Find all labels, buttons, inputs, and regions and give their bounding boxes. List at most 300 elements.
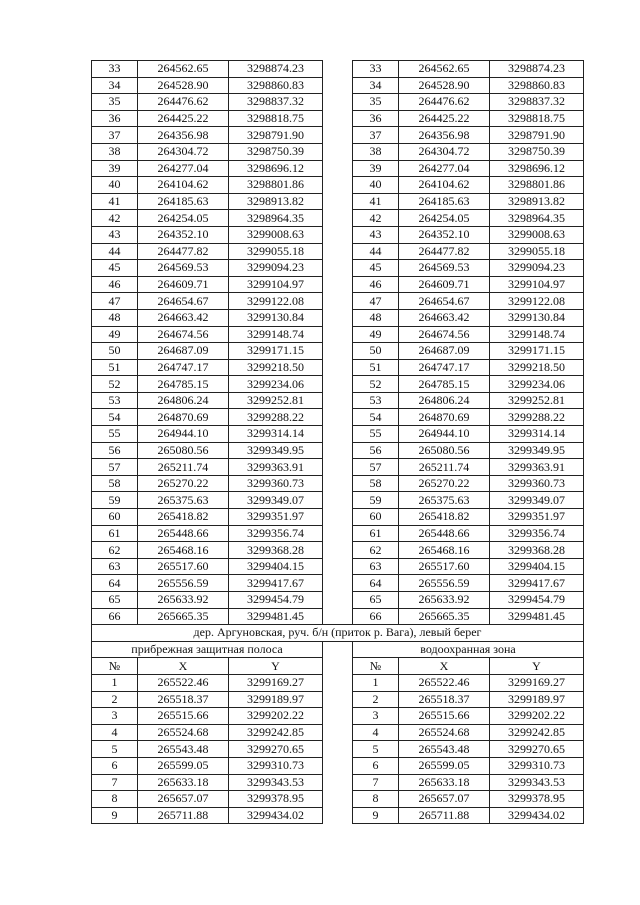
right-point-number: 34 (353, 77, 399, 94)
left-coord-y: 3299189.97 (229, 691, 323, 708)
right-coord-y: 3299343.53 (490, 774, 584, 791)
column-gap (323, 708, 353, 725)
left-coord-y: 3299094.23 (229, 260, 323, 277)
column-gap (323, 691, 353, 708)
right-point-number: 43 (353, 226, 399, 243)
left-coord-y: 3299351.97 (229, 509, 323, 526)
left-coord-x: 265633.92 (138, 592, 229, 609)
table-row (92, 575, 584, 592)
column-gap (323, 774, 353, 791)
right-coord-y: 3299404.15 (490, 558, 584, 575)
left-coord-x: 265633.18 (138, 774, 229, 791)
right-point-number: 1 (353, 674, 399, 691)
right-coord-x: 265517.60 (399, 558, 490, 575)
column-gap (323, 193, 353, 210)
right-point-number: 56 (353, 442, 399, 459)
left-coord-y: 3298750.39 (229, 143, 323, 160)
table-row (92, 459, 584, 476)
table-row (92, 293, 584, 310)
right-coord-x: 265633.92 (399, 592, 490, 609)
left-coord-y: 3299343.53 (229, 774, 323, 791)
right-coord-x: 264352.10 (399, 226, 490, 243)
column-gap (323, 243, 353, 260)
right-coord-y: 3299169.27 (490, 674, 584, 691)
column-gap (323, 177, 353, 194)
column-gap (323, 210, 353, 227)
column-gap (323, 807, 353, 824)
right-point-number: 60 (353, 509, 399, 526)
table-row (92, 492, 584, 509)
left-point-number: 56 (92, 442, 138, 459)
left-point-number: 3 (92, 708, 138, 725)
left-coord-y: 3299481.45 (229, 608, 323, 625)
coordinates-table (91, 60, 584, 824)
right-coord-y: 3299314.14 (490, 426, 584, 443)
right-coord-y: 3299122.08 (490, 293, 584, 310)
left-coord-x: 265468.16 (138, 542, 229, 559)
right-coord-x: 264609.71 (399, 276, 490, 293)
right-coord-y: 3299349.95 (490, 442, 584, 459)
left-point-number: 37 (92, 127, 138, 144)
left-coord-x: 264476.62 (138, 94, 229, 111)
left-coord-y: 3298874.23 (229, 61, 323, 78)
right-point-number: 6 (353, 757, 399, 774)
table-row (92, 724, 584, 741)
right-point-number: 3 (353, 708, 399, 725)
right-header-x: X (399, 658, 490, 675)
right-coord-x: 265270.22 (399, 475, 490, 492)
right-coord-x: 265711.88 (399, 807, 490, 824)
right-coord-y: 3299349.07 (490, 492, 584, 509)
column-gap (323, 791, 353, 808)
column-gap (323, 359, 353, 376)
left-coord-x: 265080.56 (138, 442, 229, 459)
left-coord-x: 264663.42 (138, 309, 229, 326)
right-point-number: 54 (353, 409, 399, 426)
right-coord-y: 3299189.97 (490, 691, 584, 708)
left-coord-y: 3299454.79 (229, 592, 323, 609)
table-row (92, 807, 584, 824)
left-point-number: 4 (92, 724, 138, 741)
column-gap (323, 741, 353, 758)
table-row (92, 774, 584, 791)
table-row (92, 376, 584, 393)
right-coord-x: 264562.65 (399, 61, 490, 78)
left-coord-x: 264277.04 (138, 160, 229, 177)
right-coord-y: 3299368.28 (490, 542, 584, 559)
right-point-number: 57 (353, 459, 399, 476)
right-coord-x: 264785.15 (399, 376, 490, 393)
table-row (92, 791, 584, 808)
table-row (92, 558, 584, 575)
table-row (92, 525, 584, 542)
right-zone-heading: водоохранная зона (353, 641, 584, 658)
table-row (92, 127, 584, 144)
right-point-number: 64 (353, 575, 399, 592)
right-point-number: 48 (353, 309, 399, 326)
right-coord-y: 3299360.73 (490, 475, 584, 492)
table-row (92, 160, 584, 177)
right-coord-y: 3299130.84 (490, 309, 584, 326)
right-coord-y: 3299252.81 (490, 392, 584, 409)
right-point-number: 66 (353, 608, 399, 625)
right-coord-y: 3299055.18 (490, 243, 584, 260)
right-point-number: 41 (353, 193, 399, 210)
column-gap (323, 658, 353, 675)
table-row (92, 326, 584, 343)
table-row (92, 708, 584, 725)
left-coord-x: 265665.35 (138, 608, 229, 625)
right-point-number: 4 (353, 724, 399, 741)
table-row (92, 509, 584, 526)
right-coord-y: 3299288.22 (490, 409, 584, 426)
right-coord-x: 265543.48 (399, 741, 490, 758)
left-point-number: 41 (92, 193, 138, 210)
right-point-number: 38 (353, 143, 399, 160)
right-coord-x: 265665.35 (399, 608, 490, 625)
right-coord-y: 3298696.12 (490, 160, 584, 177)
column-gap (323, 77, 353, 94)
left-coord-x: 265657.07 (138, 791, 229, 808)
left-coord-y: 3299252.81 (229, 392, 323, 409)
column-gap (323, 376, 353, 393)
right-coord-x: 264569.53 (399, 260, 490, 277)
left-coord-x: 265518.37 (138, 691, 229, 708)
right-point-number: 40 (353, 177, 399, 194)
right-coord-x: 265448.66 (399, 525, 490, 542)
left-coord-y: 3299363.91 (229, 459, 323, 476)
right-coord-x: 264806.24 (399, 392, 490, 409)
table-row (92, 409, 584, 426)
right-coord-x: 265633.18 (399, 774, 490, 791)
column-headers-row (92, 658, 584, 675)
right-coord-x: 265522.46 (399, 674, 490, 691)
left-point-number: 42 (92, 210, 138, 227)
right-coord-y: 3299454.79 (490, 592, 584, 609)
column-gap (323, 757, 353, 774)
right-coord-y: 3299218.50 (490, 359, 584, 376)
column-gap (323, 492, 353, 509)
column-gap (323, 475, 353, 492)
right-coord-y: 3299202.22 (490, 708, 584, 725)
column-gap (323, 442, 353, 459)
right-coord-x: 265556.59 (399, 575, 490, 592)
right-coord-x: 264277.04 (399, 160, 490, 177)
table-row (92, 309, 584, 326)
left-point-number: 63 (92, 558, 138, 575)
left-coord-x: 264104.62 (138, 177, 229, 194)
right-coord-y: 3298750.39 (490, 143, 584, 160)
left-coord-y: 3298860.83 (229, 77, 323, 94)
column-gap (323, 260, 353, 277)
zone-headings-row (92, 641, 584, 658)
left-point-number: 36 (92, 110, 138, 127)
left-coord-y: 3299314.14 (229, 426, 323, 443)
right-point-number: 39 (353, 160, 399, 177)
top-rows (92, 61, 584, 625)
left-coord-y: 3299242.85 (229, 724, 323, 741)
left-coord-x: 264425.22 (138, 110, 229, 127)
left-point-number: 58 (92, 475, 138, 492)
right-coord-y: 3299104.97 (490, 276, 584, 293)
left-point-number: 49 (92, 326, 138, 343)
right-coord-y: 3299242.85 (490, 724, 584, 741)
right-coord-y: 3298791.90 (490, 127, 584, 144)
table-row (92, 442, 584, 459)
right-coord-y: 3298818.75 (490, 110, 584, 127)
right-point-number: 36 (353, 110, 399, 127)
left-coord-y: 3299434.02 (229, 807, 323, 824)
left-coord-x: 265517.60 (138, 558, 229, 575)
right-coord-y: 3298874.23 (490, 61, 584, 78)
right-coord-y: 3298913.82 (490, 193, 584, 210)
column-gap (323, 326, 353, 343)
left-point-number: 47 (92, 293, 138, 310)
column-gap (323, 293, 353, 310)
right-point-number: 53 (353, 392, 399, 409)
left-coord-x: 265524.68 (138, 724, 229, 741)
left-point-number: 6 (92, 757, 138, 774)
left-coord-y: 3299356.74 (229, 525, 323, 542)
right-point-number: 9 (353, 807, 399, 824)
right-point-number: 49 (353, 326, 399, 343)
right-coord-y: 3299094.23 (490, 260, 584, 277)
right-point-number: 55 (353, 426, 399, 443)
right-coord-y: 3298860.83 (490, 77, 584, 94)
left-point-number: 48 (92, 309, 138, 326)
left-coord-y: 3299122.08 (229, 293, 323, 310)
right-coord-x: 264663.42 (399, 309, 490, 326)
right-coord-x: 265080.56 (399, 442, 490, 459)
left-coord-x: 264674.56 (138, 326, 229, 343)
table-row (92, 143, 584, 160)
table-row (92, 210, 584, 227)
right-point-number: 46 (353, 276, 399, 293)
left-coord-x: 264352.10 (138, 226, 229, 243)
left-coord-x: 264747.17 (138, 359, 229, 376)
right-coord-x: 264304.72 (399, 143, 490, 160)
right-header-number: № (353, 658, 399, 675)
right-coord-x: 265657.07 (399, 791, 490, 808)
column-gap (323, 608, 353, 625)
right-point-number: 33 (353, 61, 399, 78)
table-row (92, 343, 584, 360)
left-zone-heading: прибрежная защитная полоса (92, 641, 323, 658)
left-coord-x: 264569.53 (138, 260, 229, 277)
right-point-number: 47 (353, 293, 399, 310)
table-row (92, 193, 584, 210)
left-point-number: 60 (92, 509, 138, 526)
left-coord-y: 3299218.50 (229, 359, 323, 376)
table-row (92, 426, 584, 443)
left-coord-y: 3299349.07 (229, 492, 323, 509)
left-coord-y: 3299378.95 (229, 791, 323, 808)
right-coord-x: 264476.62 (399, 94, 490, 111)
right-coord-y: 3299363.91 (490, 459, 584, 476)
column-gap (323, 160, 353, 177)
column-gap (323, 724, 353, 741)
table-row (92, 276, 584, 293)
table-row (92, 674, 584, 691)
column-gap (323, 542, 353, 559)
left-point-number: 52 (92, 376, 138, 393)
right-coord-x: 265524.68 (399, 724, 490, 741)
left-coord-y: 3298801.86 (229, 177, 323, 194)
right-point-number: 42 (353, 210, 399, 227)
right-coord-x: 265375.63 (399, 492, 490, 509)
left-coord-y: 3299288.22 (229, 409, 323, 426)
left-coord-x: 264185.63 (138, 193, 229, 210)
left-coord-y: 3298818.75 (229, 110, 323, 127)
right-point-number: 61 (353, 525, 399, 542)
left-coord-x: 265515.66 (138, 708, 229, 725)
right-coord-y: 3298837.32 (490, 94, 584, 111)
left-coord-y: 3299368.28 (229, 542, 323, 559)
section-header (92, 625, 584, 675)
column-gap (323, 459, 353, 476)
left-coord-x: 264654.67 (138, 293, 229, 310)
table-row (92, 392, 584, 409)
column-gap (323, 525, 353, 542)
column-gap (323, 509, 353, 526)
left-point-number: 38 (92, 143, 138, 160)
right-point-number: 2 (353, 691, 399, 708)
left-coord-y: 3298964.35 (229, 210, 323, 227)
right-coord-x: 264674.56 (399, 326, 490, 343)
table-row (92, 757, 584, 774)
left-coord-y: 3299404.15 (229, 558, 323, 575)
column-gap (323, 392, 353, 409)
left-coord-x: 265522.46 (138, 674, 229, 691)
left-point-number: 54 (92, 409, 138, 426)
left-coord-y: 3299169.27 (229, 674, 323, 691)
table-row (92, 177, 584, 194)
right-coord-y: 3299310.73 (490, 757, 584, 774)
left-point-number: 34 (92, 77, 138, 94)
left-coord-x: 265543.48 (138, 741, 229, 758)
left-coord-x: 264687.09 (138, 343, 229, 360)
right-coord-x: 264254.05 (399, 210, 490, 227)
left-point-number: 62 (92, 542, 138, 559)
column-gap (323, 110, 353, 127)
right-point-number: 44 (353, 243, 399, 260)
left-coord-x: 264304.72 (138, 143, 229, 160)
left-coord-x: 264254.05 (138, 210, 229, 227)
column-gap (323, 343, 353, 360)
right-coord-y: 3299171.15 (490, 343, 584, 360)
left-coord-x: 264944.10 (138, 426, 229, 443)
column-gap (323, 226, 353, 243)
left-coord-x: 265418.82 (138, 509, 229, 526)
left-point-number: 45 (92, 260, 138, 277)
right-coord-x: 265418.82 (399, 509, 490, 526)
left-coord-y: 3299349.95 (229, 442, 323, 459)
left-coord-x: 265375.63 (138, 492, 229, 509)
column-gap (323, 143, 353, 160)
left-point-number: 8 (92, 791, 138, 808)
column-gap (323, 276, 353, 293)
left-coord-x: 265711.88 (138, 807, 229, 824)
right-point-number: 7 (353, 774, 399, 791)
column-gap (323, 61, 353, 78)
column-gap (323, 426, 353, 443)
table-row (92, 608, 584, 625)
left-coord-y: 3299202.22 (229, 708, 323, 725)
table-row (92, 741, 584, 758)
column-gap (323, 558, 353, 575)
right-coord-x: 264356.98 (399, 127, 490, 144)
left-header-x: X (138, 658, 229, 675)
left-coord-y: 3299130.84 (229, 309, 323, 326)
left-point-number: 7 (92, 774, 138, 791)
right-header-y: Y (490, 658, 584, 675)
left-coord-y: 3298913.82 (229, 193, 323, 210)
left-point-number: 64 (92, 575, 138, 592)
right-point-number: 59 (353, 492, 399, 509)
column-gap (323, 592, 353, 609)
right-coord-x: 264528.90 (399, 77, 490, 94)
section-title-row (92, 625, 584, 642)
right-coord-y: 3299234.06 (490, 376, 584, 393)
right-coord-y: 3299351.97 (490, 509, 584, 526)
right-point-number: 58 (353, 475, 399, 492)
left-point-number: 55 (92, 426, 138, 443)
right-coord-x: 264425.22 (399, 110, 490, 127)
table-row (92, 77, 584, 94)
left-coord-y: 3298791.90 (229, 127, 323, 144)
right-coord-x: 264944.10 (399, 426, 490, 443)
table-row (92, 592, 584, 609)
left-coord-x: 264477.82 (138, 243, 229, 260)
right-coord-y: 3299148.74 (490, 326, 584, 343)
right-coord-y: 3299270.65 (490, 741, 584, 758)
left-point-number: 65 (92, 592, 138, 609)
right-point-number: 45 (353, 260, 399, 277)
left-coord-x: 264870.69 (138, 409, 229, 426)
right-coord-y: 3299356.74 (490, 525, 584, 542)
left-point-number: 59 (92, 492, 138, 509)
right-point-number: 52 (353, 376, 399, 393)
left-point-number: 50 (92, 343, 138, 360)
right-coord-y: 3299378.95 (490, 791, 584, 808)
table-row (92, 359, 584, 376)
left-coord-y: 3299360.73 (229, 475, 323, 492)
table-row (92, 226, 584, 243)
right-coord-x: 264104.62 (399, 177, 490, 194)
left-coord-y: 3298837.32 (229, 94, 323, 111)
right-point-number: 65 (353, 592, 399, 609)
table-row (92, 243, 584, 260)
left-header-y: Y (229, 658, 323, 675)
left-point-number: 53 (92, 392, 138, 409)
left-coord-y: 3299270.65 (229, 741, 323, 758)
left-coord-x: 265599.05 (138, 757, 229, 774)
left-point-number: 61 (92, 525, 138, 542)
column-gap (323, 641, 353, 658)
table-row (92, 94, 584, 111)
right-coord-x: 264477.82 (399, 243, 490, 260)
right-coord-x: 265599.05 (399, 757, 490, 774)
section-title: дер. Аргуновская, руч. б/н (приток р. Вага), левый берег (92, 625, 584, 642)
left-point-number: 5 (92, 741, 138, 758)
left-coord-y: 3299417.67 (229, 575, 323, 592)
right-coord-y: 3299417.67 (490, 575, 584, 592)
right-coord-y: 3299434.02 (490, 807, 584, 824)
left-coord-y: 3299008.63 (229, 226, 323, 243)
right-coord-x: 265518.37 (399, 691, 490, 708)
left-point-number: 39 (92, 160, 138, 177)
right-coord-x: 264747.17 (399, 359, 490, 376)
